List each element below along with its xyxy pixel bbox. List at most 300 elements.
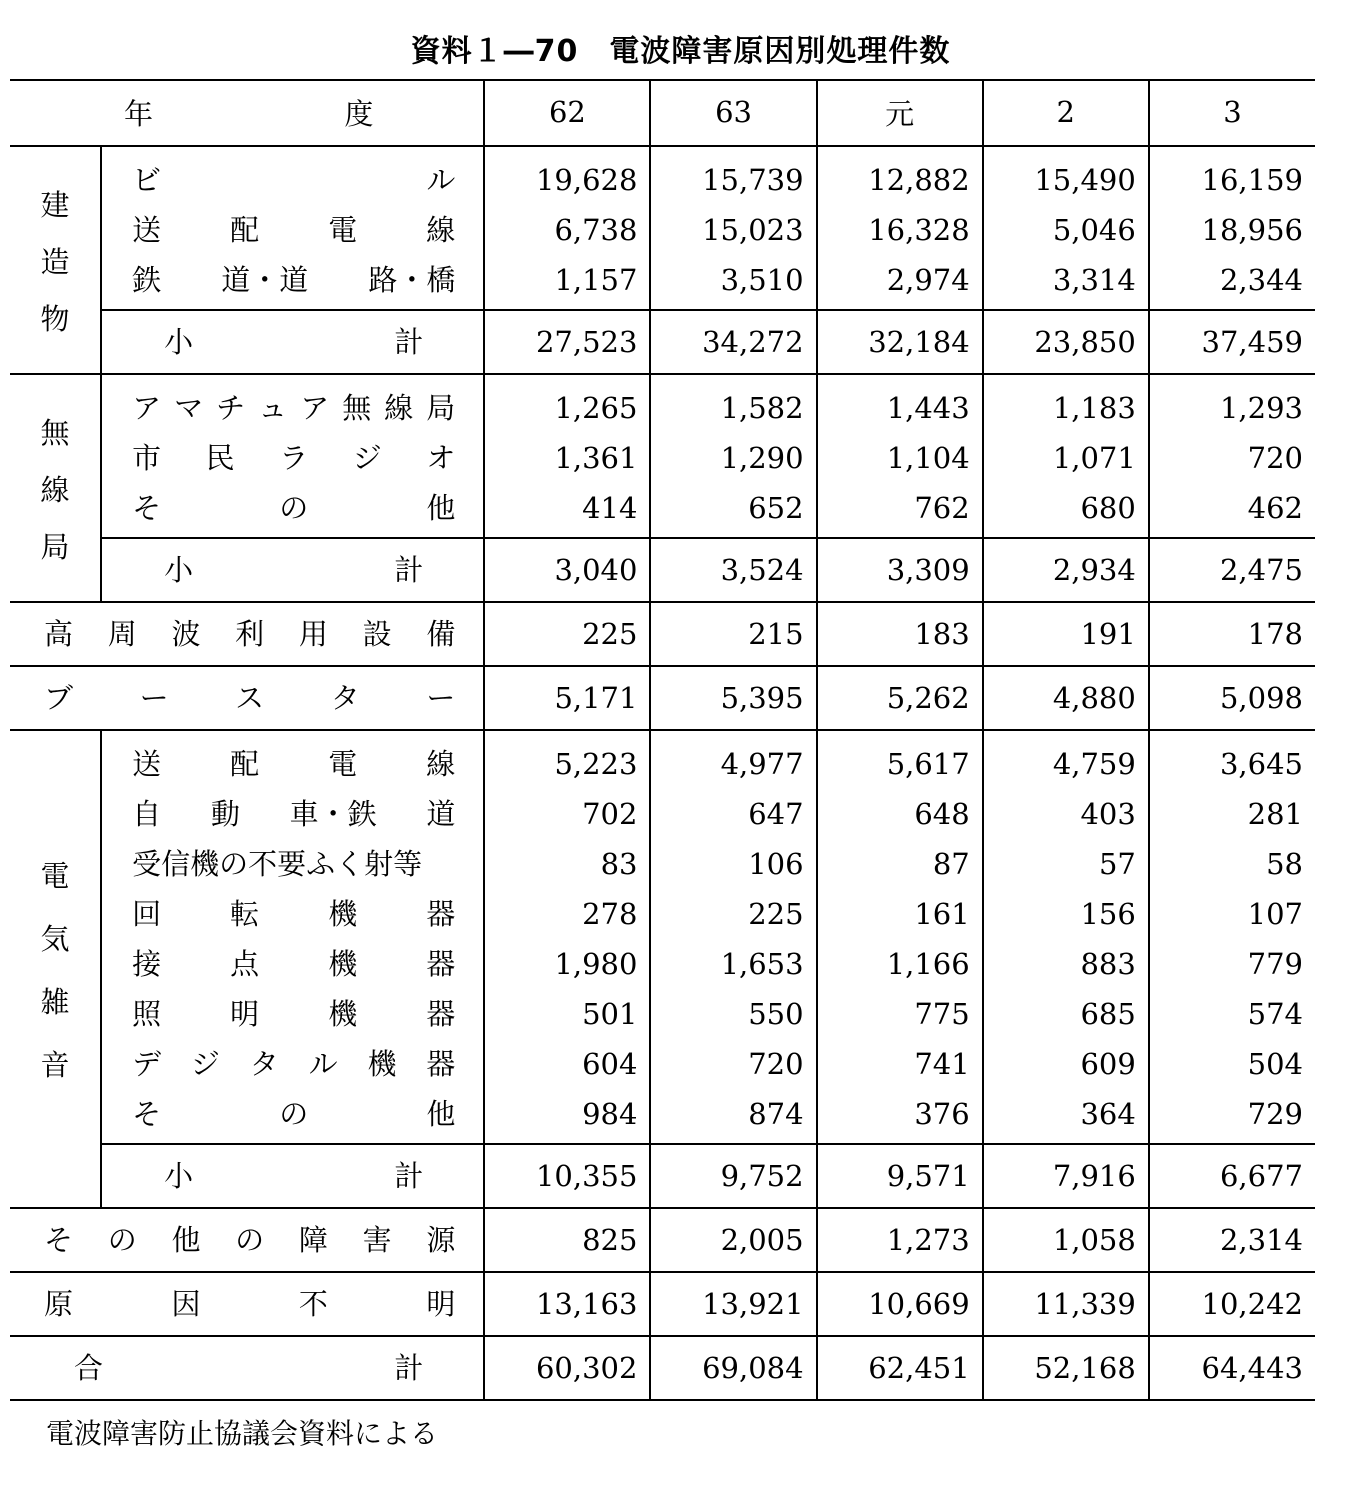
value-number: 1,653 [720,947,804,981]
value-cell [650,889,816,939]
value-cell [650,1336,816,1400]
value-cell [983,1089,1149,1144]
label-char: の [235,1223,265,1257]
label-char: 合 [74,1351,104,1385]
value-cell [650,666,816,730]
value-cell [650,1039,816,1089]
label-char: 年 [124,96,154,131]
value-number: 874 [748,1097,804,1131]
label-char: の [279,491,309,525]
value-cell [650,255,816,310]
value-cell [817,889,983,939]
value-number: 11,339 [1034,1287,1136,1321]
label-char: ブ [44,681,74,715]
value-cell [484,602,650,666]
label-char: 周 [107,617,137,651]
value-cell [817,205,983,255]
row-label-cell [101,1039,484,1089]
value-number: 37,459 [1201,325,1303,359]
value-number: 702 [582,797,638,831]
value-cell [817,1144,983,1208]
value-cell [650,839,816,889]
group-char: 音 [40,1048,70,1082]
value-number: 225 [748,897,804,931]
value-number: 609 [1080,1047,1136,1081]
label-char: 配 [230,213,260,247]
label-char: 小 [164,553,194,587]
value-cell [983,146,1149,205]
value-number: 5,262 [886,681,970,715]
label-char: 車・鉄 [289,797,377,831]
value-cell [817,374,983,433]
value-cell [484,1208,650,1272]
row-label-cell [101,839,484,889]
value-cell [983,538,1149,602]
label-char: 明 [230,997,260,1031]
value-number: 720 [1247,441,1303,475]
value-cell [1149,146,1315,205]
table-row [10,889,1315,939]
row-label [102,147,483,205]
value-number: 19,628 [535,163,638,197]
value-number: 9,752 [720,1159,804,1193]
value-cell [1149,538,1315,602]
value-number: 183 [914,617,970,651]
value-number: 2,934 [1052,553,1136,587]
value-cell [983,1039,1149,1089]
value-number: 10,242 [1201,1287,1303,1321]
value-number: 16,328 [868,213,970,247]
row-label [102,889,483,939]
value-cell [1149,205,1315,255]
value-number: 574 [1247,997,1303,1031]
value-cell [983,666,1149,730]
value-number: 3,309 [886,553,970,587]
table-row [10,839,1315,889]
label-char: 民 [205,441,235,475]
label-char: 送 [132,213,162,247]
value-number: 462 [1247,491,1303,525]
year-header-label [10,92,483,133]
value-number: 64,443 [1201,1351,1303,1385]
label-char: 器 [426,997,456,1031]
value-number: 52,168 [1034,1351,1136,1385]
value-cell [650,483,816,538]
structures-group-label [10,146,101,374]
value-cell [650,789,816,839]
year-column-header: 2 [983,79,1149,146]
label-char: ア [300,391,330,425]
year-header-cell [10,79,484,146]
group-char: 雑 [40,985,70,1019]
value-number: 883 [1080,947,1136,981]
row-label-cell [101,374,484,433]
label-char: 動 [210,797,240,831]
row-label [102,789,483,839]
value-number: 4,880 [1052,681,1136,715]
label-char: 因 [171,1287,201,1321]
year-column-header: 63 [650,79,816,146]
label-char: 無 [342,391,372,425]
value-number: 281 [1247,797,1303,831]
value-cell [484,1272,650,1336]
value-number: 2,475 [1219,553,1303,587]
row-label-cell [101,255,484,310]
value-cell [1149,1272,1315,1336]
row-label-cell [101,205,484,255]
page-title: 資料１―70 電波障害原因別処理件数 [410,34,951,69]
value-number: 9,571 [886,1159,970,1193]
value-number: 5,223 [554,747,638,781]
row-label [102,1089,483,1143]
value-cell [650,146,816,205]
value-cell [650,939,816,989]
label-char: 道 [426,797,456,831]
label-char: ル [426,163,456,197]
value-cell [817,1336,983,1400]
value-cell [983,602,1149,666]
value-number: 4,759 [1052,747,1136,781]
value-cell [817,730,983,789]
year-column-header: 62 [484,79,650,146]
row-label [10,1209,483,1271]
label-char: ル [308,1047,338,1081]
value-number: 5,395 [720,681,804,715]
row-label [102,989,483,1039]
subtotal-label-cell [101,310,484,374]
electrical-noise-subtotal-row [10,1144,1315,1208]
value-cell [983,1208,1149,1272]
value-number: 10,355 [535,1159,638,1193]
label-char: マ [174,391,204,425]
value-number: 7,916 [1052,1159,1136,1193]
label-char: 路・橋 [368,263,456,297]
value-number: 741 [914,1047,970,1081]
value-cell [484,989,650,1039]
table-row [10,989,1315,1039]
value-number: 1,058 [1052,1223,1136,1257]
value-cell [1149,1144,1315,1208]
value-number: 647 [748,797,804,831]
group-char: 造 [40,244,70,279]
group-char: 電 [40,859,70,893]
row-label [10,1273,483,1335]
value-cell [817,602,983,666]
value-cell [1149,310,1315,374]
table-row [10,374,1315,433]
value-cell [484,666,650,730]
value-cell [1149,374,1315,433]
value-cell [817,939,983,989]
value-number: 6,677 [1219,1159,1303,1193]
value-cell [650,205,816,255]
row-label-cell [10,666,484,730]
value-number: 1,273 [886,1223,970,1257]
value-cell [650,538,816,602]
value-cell [1149,666,1315,730]
label-char: 不 [298,1287,328,1321]
value-cell [484,146,650,205]
value-number: 2,974 [886,263,970,297]
value-cell [1149,889,1315,939]
label-char: 原 [44,1287,74,1321]
label-char: タ [330,681,360,715]
row-label [102,375,483,433]
booster-row [10,666,1315,730]
label-char: 線 [426,747,456,781]
label-char: の [107,1223,137,1257]
value-cell [817,483,983,538]
value-number: 3,510 [720,263,804,297]
value-number: 652 [748,491,804,525]
label-char: 受信機の不要ふく射等 [132,847,423,881]
group-char: 物 [40,301,70,336]
label-char: 回 [132,897,162,931]
value-cell [983,839,1149,889]
row-label-cell [101,939,484,989]
value-cell [983,205,1149,255]
row-label [102,433,483,483]
value-cell [484,433,650,483]
label-char: そ [44,1223,74,1257]
label-char: ア [132,391,162,425]
label-char: ラ [279,441,309,475]
label-char: 高 [44,617,74,651]
value-number: 161 [914,897,970,931]
source-footnote: 電波障害防止協議会資料による [46,1417,439,1450]
label-char: 線 [384,391,414,425]
value-number: 12,882 [868,163,970,197]
value-number: 3,040 [554,553,638,587]
row-label [102,939,483,989]
structures-subtotal-row [10,310,1315,374]
value-cell [1149,789,1315,839]
value-number: 376 [914,1097,970,1131]
value-cell [983,939,1149,989]
value-number: 685 [1080,997,1136,1031]
value-cell [1149,730,1315,789]
value-cell [650,310,816,374]
label-char: 他 [426,1097,456,1131]
value-number: 1,166 [886,947,970,981]
value-number: 775 [914,997,970,1031]
value-number: 5,617 [886,747,970,781]
label-char: 器 [426,897,456,931]
label-char: ー [139,681,169,715]
value-number: 13,163 [535,1287,638,1321]
value-number: 69,084 [702,1351,804,1385]
value-cell [484,889,650,939]
value-cell [983,1272,1149,1336]
row-label [102,205,483,255]
label-char: 他 [171,1223,201,1257]
value-cell [817,1089,983,1144]
value-cell [817,255,983,310]
value-cell [817,666,983,730]
value-number: 15,739 [702,163,804,197]
value-number: 106 [748,847,804,881]
value-cell [484,1336,650,1400]
row-label-cell [10,602,484,666]
label-char: 小 [164,325,194,359]
value-cell [983,433,1149,483]
year-column-header: 元 [817,79,983,146]
value-cell [484,730,650,789]
value-number: 58 [1266,847,1303,881]
radio-stations-subtotal-row [10,538,1315,602]
value-cell [817,310,983,374]
value-number: 3,314 [1052,263,1136,297]
value-number: 1,265 [554,391,638,425]
unknown-cause-row [10,1272,1315,1336]
value-number: 3,645 [1219,747,1303,781]
subtotal-label [102,1145,483,1207]
value-number: 15,490 [1034,163,1136,197]
table-row [10,483,1315,538]
row-label-cell [101,789,484,839]
year-column-header: 3 [1149,79,1315,146]
value-number: 1,290 [720,441,804,475]
value-number: 779 [1247,947,1303,981]
label-char: 備 [426,617,456,651]
label-char: 設 [362,617,392,651]
label-char: 計 [394,325,424,359]
value-number: 1,443 [886,391,970,425]
label-char: 度 [344,96,374,131]
value-number: 15,023 [702,213,804,247]
table-row [10,433,1315,483]
value-cell [817,1272,983,1336]
label-char: ジ [352,441,382,475]
row-label [102,1039,483,1089]
value-cell [983,989,1149,1039]
value-number: 1,293 [1219,391,1303,425]
value-number: 62,451 [868,1351,970,1385]
value-number: 1,980 [554,947,638,981]
table-row [10,146,1315,205]
value-number: 414 [582,491,638,525]
label-char: ュ [258,391,288,425]
value-number: 3,524 [720,553,804,587]
value-cell [1149,1336,1315,1400]
row-label [102,255,483,309]
group-char: 建 [40,187,70,222]
value-cell [484,538,650,602]
value-cell [983,255,1149,310]
label-char: 鉄 [132,263,162,297]
label-char: 電 [328,213,358,247]
value-cell [1149,255,1315,310]
value-number: 984 [582,1097,638,1131]
table-row [10,1039,1315,1089]
value-cell [983,310,1149,374]
value-cell [817,1039,983,1089]
high-frequency-row [10,602,1315,666]
row-label-cell [101,1089,484,1144]
value-number: 215 [748,617,804,651]
value-number: 680 [1080,491,1136,525]
value-number: 16,159 [1201,163,1303,197]
label-char: そ [132,491,162,525]
value-cell [1149,939,1315,989]
table-row [10,789,1315,839]
label-char: 害 [362,1223,392,1257]
value-cell [1149,433,1315,483]
value-number: 5,046 [1052,213,1136,247]
value-number: 501 [582,997,638,1031]
row-label-cell [101,989,484,1039]
value-number: 2,314 [1219,1223,1303,1257]
value-number: 6,738 [554,213,638,247]
value-number: 18,956 [1201,213,1303,247]
label-char: チ [216,391,246,425]
table-row [10,939,1315,989]
label-char: 利 [235,617,265,651]
label-char: 機 [328,897,358,931]
value-cell [650,989,816,1039]
label-char: 道・道 [221,263,309,297]
value-cell [1149,839,1315,889]
label-char: 配 [230,747,260,781]
value-number: 23,850 [1034,325,1136,359]
value-number: 60,302 [535,1351,638,1385]
label-char: 点 [230,947,260,981]
label-char: 障 [298,1223,328,1257]
value-number: 1,361 [554,441,638,475]
value-number: 107 [1247,897,1303,931]
value-cell [650,602,816,666]
value-number: 225 [582,617,638,651]
label-char: ビ [132,163,162,197]
label-char: ー [426,681,456,715]
value-number: 1,104 [886,441,970,475]
label-char: 市 [132,441,162,475]
label-char: 接 [132,947,162,981]
label-char: 他 [426,491,456,525]
table-row [10,1089,1315,1144]
label-char: 自 [132,797,162,831]
group-char: 線 [40,472,70,507]
label-char: 局 [426,391,456,425]
value-cell [1149,1208,1315,1272]
value-cell [1149,1039,1315,1089]
value-number: 1,157 [554,263,638,297]
label-char: 計 [394,1351,424,1385]
value-cell [484,1089,650,1144]
value-cell [650,1089,816,1144]
value-cell [650,374,816,433]
value-number: 2,344 [1219,263,1303,297]
value-cell [650,433,816,483]
value-cell [817,839,983,889]
value-cell [484,483,650,538]
value-number: 32,184 [868,325,970,359]
value-number: 13,921 [702,1287,804,1321]
value-number: 278 [582,897,638,931]
group-char: 無 [40,415,70,450]
value-number: 4,977 [720,747,804,781]
value-cell [1149,483,1315,538]
value-cell [484,789,650,839]
label-char: 器 [426,1047,456,1081]
value-number: 364 [1080,1097,1136,1131]
row-label-cell [10,1208,484,1272]
label-char: の [279,1097,309,1131]
value-cell [983,789,1149,839]
subtotal-label-cell [101,538,484,602]
value-cell [817,146,983,205]
label-char: 機 [328,997,358,1031]
